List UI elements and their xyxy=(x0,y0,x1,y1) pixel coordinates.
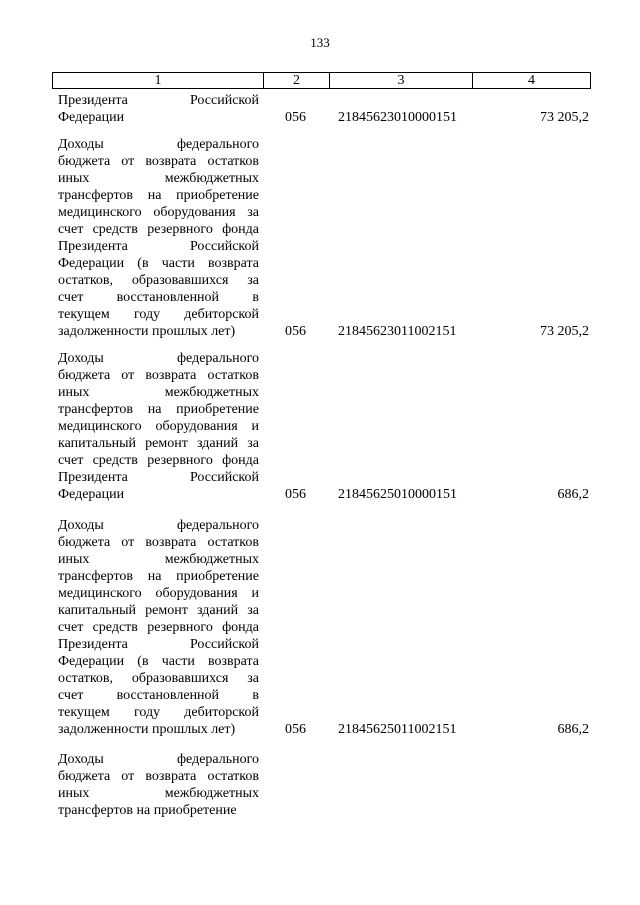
description-line: счет восстановленной в xyxy=(58,290,259,305)
row-kbk: 21845625010000151 xyxy=(338,487,457,502)
description-line: иных межбюджетных xyxy=(58,385,259,400)
description-line: медицинского оборудования и xyxy=(58,419,259,434)
column-header-4: 4 xyxy=(528,73,535,88)
description-line: Федерации (в части возврата xyxy=(58,654,259,669)
table-header xyxy=(52,72,591,89)
description-line: иных межбюджетных xyxy=(58,171,259,186)
table-row xyxy=(52,136,591,340)
description-line: капитальный ремонт зданий за xyxy=(58,436,259,451)
row-description xyxy=(58,751,259,819)
row-code: 056 xyxy=(285,110,306,125)
row-code: 056 xyxy=(285,324,306,339)
column-header-1: 1 xyxy=(53,73,264,88)
description-line: Президента Российской xyxy=(58,470,259,485)
description-line: капитальный ремонт зданий за xyxy=(58,603,259,618)
row-kbk: 21845625011002151 xyxy=(338,722,457,737)
column-header-3: 3 xyxy=(330,73,473,88)
row-kbk: 21845623010000151 xyxy=(338,110,457,125)
row-code: 056 xyxy=(285,722,306,737)
description-line: иных межбюджетных xyxy=(58,552,259,567)
description-line: остатков, образовавшихся за xyxy=(58,273,259,288)
table-row xyxy=(52,751,591,819)
row-description xyxy=(58,136,259,340)
description-line: Доходы федерального xyxy=(58,752,259,767)
description-line: бюджета от возврата остатков xyxy=(58,368,259,383)
page-number: 133 xyxy=(310,35,330,50)
table-row xyxy=(52,92,591,126)
description-line: Доходы федерального xyxy=(58,137,259,152)
row-amount: 73 205,2 xyxy=(540,324,589,339)
row-amount: 686,2 xyxy=(557,722,589,737)
description-line: Президента Российской xyxy=(58,93,259,108)
description-line: бюджета от возврата остатков xyxy=(58,769,259,784)
description-line: счет средств резервного фонда xyxy=(58,453,259,468)
description-line: Федерации xyxy=(58,487,125,502)
row-description xyxy=(58,350,259,503)
row-description xyxy=(58,517,259,738)
description-line: медицинского оборудования за xyxy=(58,205,259,220)
description-line: текущем году дебиторской xyxy=(58,705,259,720)
description-line: трансфертов на приобретение xyxy=(58,803,237,818)
description-line: Президента Российской xyxy=(58,239,259,254)
table-row xyxy=(52,350,591,503)
row-description xyxy=(58,92,259,126)
row-kbk: 21845623011002151 xyxy=(338,324,457,339)
description-line: Доходы федерального xyxy=(58,518,259,533)
description-line: счет средств резервного фонда xyxy=(58,620,259,635)
description-line: бюджета от возврата остатков xyxy=(58,154,259,169)
description-line: медицинского оборудования и xyxy=(58,586,259,601)
description-line: счет восстановленной в xyxy=(58,688,259,703)
description-line: Доходы федерального xyxy=(58,351,259,366)
table-row xyxy=(52,517,591,738)
description-line: остатков, образовавшихся за xyxy=(58,671,259,686)
description-line: Федерации xyxy=(58,110,125,125)
row-code: 056 xyxy=(285,487,306,502)
description-line: Федерации (в части возврата xyxy=(58,256,259,271)
description-line: текущем году дебиторской xyxy=(58,307,259,322)
row-amount: 686,2 xyxy=(557,487,589,502)
description-line: задолженности прошлых лет) xyxy=(58,324,236,339)
description-line: Президента Российской xyxy=(58,637,259,652)
description-line: трансфертов на приобретение xyxy=(58,569,259,584)
description-line: иных межбюджетных xyxy=(58,786,259,801)
description-line: задолженности прошлых лет) xyxy=(58,722,236,737)
column-header-2: 2 xyxy=(264,73,330,88)
description-line: бюджета от возврата остатков xyxy=(58,535,259,550)
description-line: трансфертов на приобретение xyxy=(58,188,259,203)
description-line: трансфертов на приобретение xyxy=(58,402,259,417)
description-line: счет средств резервного фонда xyxy=(58,222,259,237)
row-amount: 73 205,2 xyxy=(540,110,589,125)
